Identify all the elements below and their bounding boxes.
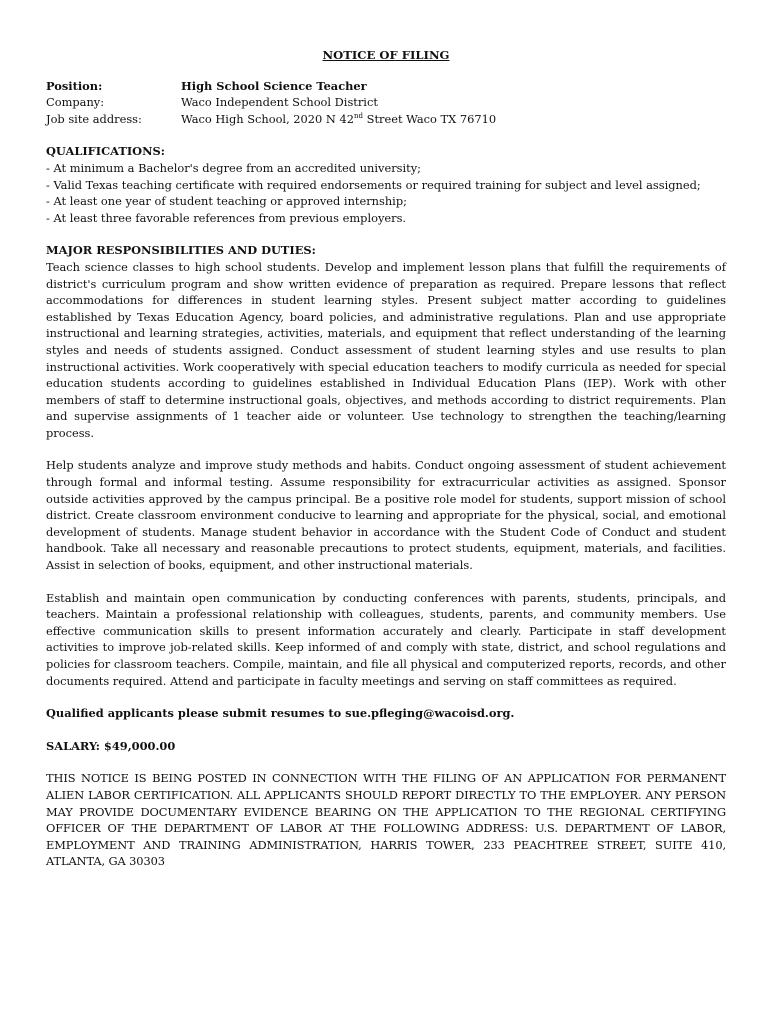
responsibilities-paragraph-2: Help students analyze and improve study methods and habits. Conduct ongoing assessment of student achievement through formal and informal testing. Assume responsibility for extracurricular activities as assigned. Sponsor outside activities approved by the campus principal. Be a positive role model for students, support mission of school district. Create classroom environment conducive to learning and appropriate for the physical, social, and emotional development of students. Manage student behavior in accordance with the Student Code of Conduct and student handbook. Take all necessary and reasonable precautions to protect students, equipment, materials, and facilities. Assist in selection of books, equipment, and other instructional materials. (46, 458, 726, 573)
company-value: Waco Independent School District (181, 95, 378, 110)
company-label: Company: (46, 95, 105, 110)
position-label: Position: (46, 78, 103, 93)
responsibilities-heading: MAJOR RESPONSIBILITIES AND DUTIES: (46, 243, 316, 258)
address-value-post: Street Waco TX 76710 (363, 111, 497, 126)
document-title: NOTICE OF FILING (322, 48, 450, 62)
address-row (46, 111, 726, 128)
company-row (46, 94, 726, 111)
qualifications-list (46, 160, 726, 226)
salary-line: SALARY: $49,000.00 (46, 738, 176, 753)
address-value-sup: nd (354, 111, 364, 120)
responsibilities-paragraph-3: Establish and maintain open communication by conducting conferences with parents, students, principals, and teachers. Maintain a professional relationship with colleagues, students, parents, and community members. Use effective communication skills to present information accurately and clearly. Participate in staff development activities to improve job-related skills. Keep informed of and comply with state, district, and school regulations and policies for classroom teachers. Compile, maintain, and file all physical and computerized reports, records, and other documents required. Attend and participate in faculty meetings and serving on staff committees as required. (46, 590, 726, 688)
qualification-item: - At least one year of student teaching or approved internship; (46, 194, 407, 209)
job-info (46, 78, 726, 128)
submit-resume-line: Qualified applicants please submit resumes to sue.pfleging@wacoisd.org. (46, 706, 515, 721)
address-label: Job site address: (46, 111, 142, 126)
position-row (46, 78, 726, 95)
qualifications-heading: QUALIFICATIONS: (46, 144, 165, 159)
qualification-item: - At minimum a Bachelor's degree from an accredited university; (46, 160, 421, 175)
address-value (181, 111, 496, 128)
position-value: High School Science Teacher (181, 78, 367, 93)
address-value-pre: Waco High School, 2020 N 42 (181, 111, 355, 126)
responsibilities-paragraph-1: Teach science classes to high school students. Develop and implement lesson plans that fulfill the requirements of district's curriculum program and show written evidence of preparation as required. Prepare lessons that reflect accommodations for differences in student learning styles. Present subject matter according to guidelines established by Texas Education Agency, board policies, and administrative regulations. Plan and use appropriate instructional and learning strategies, activities, materials, and equipment that reflect understanding of the learning styles and needs of students assigned. Conduct assessment of student learning styles and use results to plan instructional activities. Work cooperatively with special education teachers to modify curricula as needed for special education students according to guidelines established in Individual Education Plans (IEP). Work with other members of staff to determine instructional goals, objectives, and methods according to district requirements. Plan and supervise assignments of 1 teacher aide or volunteer. Use technology to strengthen the teaching/learning process. (46, 259, 726, 440)
qualification-item: - Valid Texas teaching certificate with required endorsements or required training for subject and level assigned; (46, 177, 701, 192)
legal-notice: THIS NOTICE IS BEING POSTED IN CONNECTION WITH THE FILING OF AN APPLICATION FOR PERMANENT ALIEN LABOR CERTIFICATION. ALL APPLICANTS SHOULD REPORT DIRECTLY TO THE EMPLOYER. ANY PERSON MAY PROVIDE DOCUMENTARY EVIDENCE BEARING ON THE APPLICATION TO THE REGIONAL CERTIFYING OFFICER OF THE DEPARTMENT OF LABOR AT THE FOLLOWING ADDRESS: U.S. DEPARTMENT OF LABOR, EMPLOYMENT AND TRAINING ADMINISTRATION, HARRIS TOWER, 233 PEACHTREE STREET, SUITE 410, ATLANTA, GA 30303 (46, 771, 726, 869)
qualification-item: - At least three favorable references from previous employers. (46, 210, 407, 225)
